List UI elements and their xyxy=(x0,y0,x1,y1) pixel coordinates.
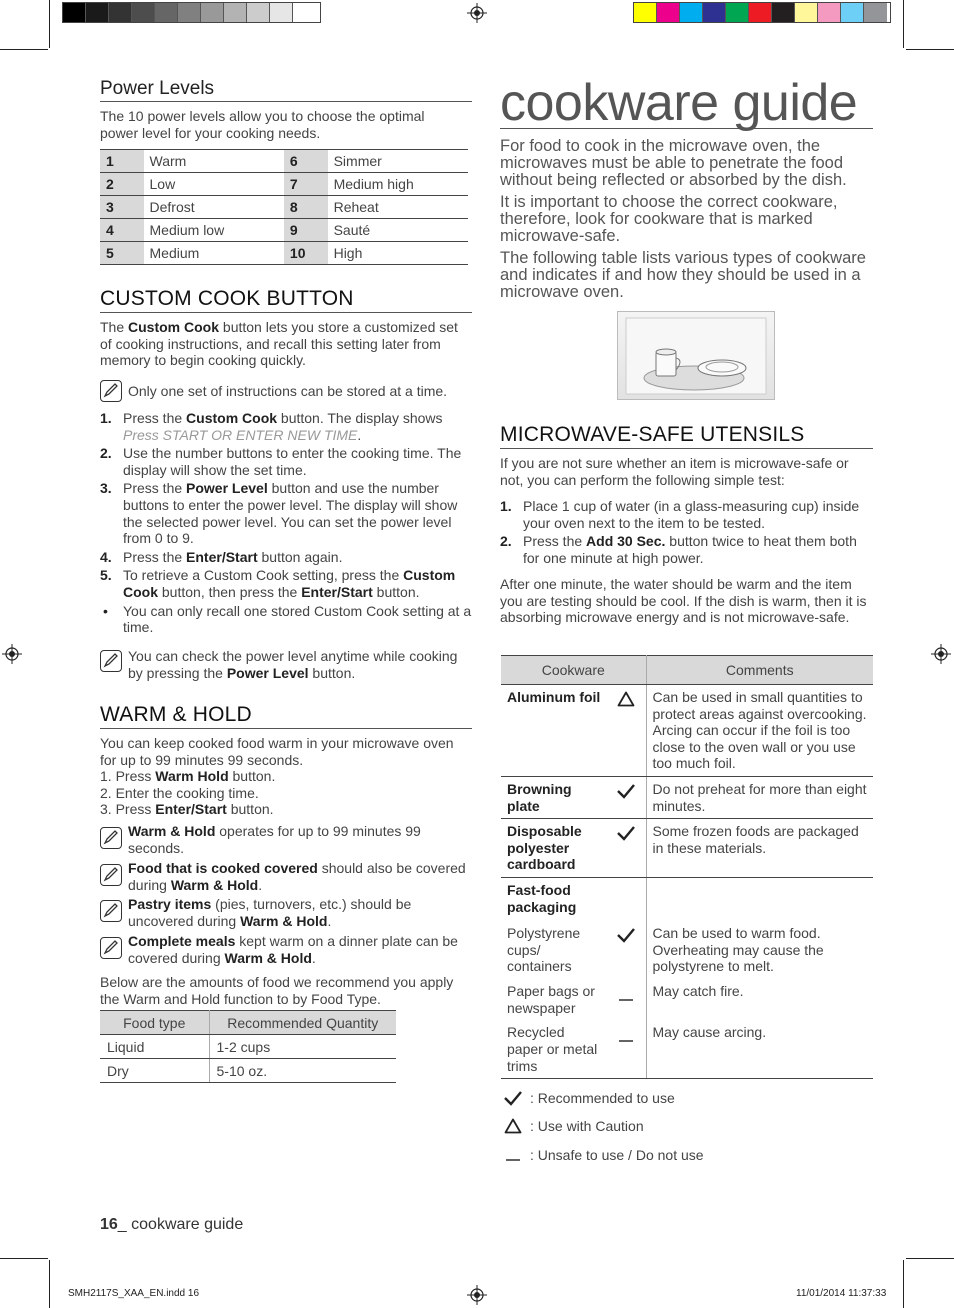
note xyxy=(100,933,472,966)
note-pencil-icon xyxy=(100,650,122,672)
swatch-cell xyxy=(795,3,818,22)
table-row xyxy=(100,196,468,219)
swatch-cell xyxy=(270,3,293,22)
step: 2. Press the Add 30 Sec. button twice to heat them both for one minute at high power. xyxy=(500,533,857,566)
color-swatch-bar xyxy=(633,2,891,23)
level-number: 8 xyxy=(284,196,328,219)
registration-mark-icon xyxy=(467,3,487,23)
column-header: Food type xyxy=(100,1011,209,1035)
level-name: Reheat xyxy=(328,196,468,219)
quantity-cell: 5-10 oz. xyxy=(209,1059,396,1083)
dash-icon xyxy=(500,1148,526,1162)
bullet-item: • You can only recall one stored Custom Cook setting at a time. xyxy=(103,602,472,636)
guide-intro: For food to cook in the microwave oven, the microwaves must be able to penetrate the food without being reflected or absorbed by the dish. It is important to choose the correct cookware, therefore, look for cookware that is marked microwave-safe. The following table lists various types of cookware and indicates if and how they should be used in a microwave oven. xyxy=(500,137,866,301)
table-row: Paper bags or newspaper May catch fire. xyxy=(501,979,873,1020)
swatch-cell xyxy=(726,3,749,22)
table-row: Aluminum foil Can be used in small quantities to protect areas against overcooking. Arcing can occur if the foil is too close to the oven wall or you use too much foil. xyxy=(501,685,873,777)
swatch-cell xyxy=(703,3,726,22)
crop-mark xyxy=(906,49,954,50)
crop-mark xyxy=(906,1258,954,1259)
dash-icon xyxy=(619,989,633,1006)
swatch-cell xyxy=(224,3,247,22)
table-row: Recycled paper or metal trims May cause arcing. xyxy=(501,1020,873,1078)
note-text: Complete meals kept warm on a dinner plate can be covered during Warm & Hold. xyxy=(128,933,458,966)
swatch-cell xyxy=(772,3,795,22)
check-icon xyxy=(616,825,636,845)
print-date: 11/01/2014 11:37:33 xyxy=(796,1288,887,1299)
swatch-cell xyxy=(657,3,680,22)
utensils-intro: If you are not sure whether an item is microwave-safe or not, you can perform the following simple test: xyxy=(500,455,849,488)
table-row: Fast-food packaging xyxy=(501,877,873,921)
caution-icon xyxy=(617,691,635,711)
level-name: Sauté xyxy=(328,219,468,242)
note xyxy=(100,860,472,893)
custom-cook-intro: The Custom Cook button lets you store a customized set of cooking instructions, and recall this setting later from memory to begin cooking quickly. xyxy=(100,319,458,369)
level-number: 3 xyxy=(100,196,144,219)
crop-mark xyxy=(903,1260,904,1308)
check-icon xyxy=(616,783,636,803)
swatch-cell xyxy=(293,3,316,22)
page-footer: 16_ cookware guide xyxy=(100,1216,244,1233)
level-number: 9 xyxy=(284,219,328,242)
level-number: 10 xyxy=(284,242,328,265)
note-text: You can check the power level anytime while cooking by pressing the Power Level button. xyxy=(128,648,458,681)
registration-mark-icon xyxy=(931,644,951,664)
dash-icon xyxy=(619,1030,633,1047)
table-row xyxy=(100,242,468,265)
level-number: 2 xyxy=(100,173,144,196)
step: 3. Press the Power Level button and use the number buttons to enter the power level. The display will show the selected power level. You can set the power level from 0 to 9. xyxy=(100,480,458,547)
step: 4. Press the Enter/Start button again. xyxy=(100,548,343,565)
note-pencil-icon xyxy=(100,900,122,922)
crop-mark xyxy=(0,1258,48,1259)
food-type-cell: Liquid xyxy=(100,1035,209,1059)
custom-cook-heading: CUSTOM COOK BUTTON xyxy=(100,287,472,313)
check-icon xyxy=(500,1090,526,1106)
power-levels-intro: The 10 power levels allow you to choose the optimal power level for your cooking needs. xyxy=(100,108,425,141)
step: 5. To retrieve a Custom Cook setting, press the Custom Cook button, then press the Enter/Start button. xyxy=(100,567,456,600)
power-levels-table xyxy=(100,149,468,265)
swatch-cell xyxy=(818,3,841,22)
swatch-cell xyxy=(109,3,132,22)
level-name: Medium low xyxy=(144,219,284,242)
note-text: Food that is cooked covered should also be covered during Warm & Hold. xyxy=(128,860,466,893)
step: 2. Use the number buttons to enter the cooking time. The display will show the set time. xyxy=(100,445,462,478)
utensils-heading: MICROWAVE-SAFE UTENSILS xyxy=(500,423,873,449)
table-row: Polystyrene cups/ containers Can be used to warm food. Overheating may cause the polystyrene to melt. xyxy=(501,921,873,979)
swatch-cell xyxy=(86,3,109,22)
legend-caution: : Use with Caution xyxy=(500,1118,644,1134)
note xyxy=(100,380,472,402)
warm-hold-below: Below are the amounts of food we recommend you apply the Warm and Hold function to by Food Type. xyxy=(100,974,454,1007)
note xyxy=(100,823,472,856)
page-title: cookware guide xyxy=(500,78,873,129)
gray-swatch-bar xyxy=(62,2,321,23)
level-name: Low xyxy=(144,173,284,196)
level-name: High xyxy=(328,242,468,265)
column-header: Cookware xyxy=(501,656,646,685)
level-name: Simmer xyxy=(328,150,468,173)
table-row: Browning plate Do not preheat for more than eight minutes. xyxy=(501,776,873,818)
crop-mark xyxy=(903,0,904,48)
note-text: Warm & Hold operates for up to 99 minutes 99 seconds. xyxy=(128,823,421,856)
custom-cook-steps xyxy=(100,410,472,638)
food-type-cell: Dry xyxy=(100,1059,209,1083)
table-row: Disposable polyester cardboard Some frozen foods are packaged in these materials. xyxy=(501,819,873,878)
warm-hold-intro: You can keep cooked food warm in your microwave oven for up to 99 minutes 99 seconds. 1. Press Warm Hold button. 2. Enter the cooking time. 3. Press Enter/Start button. xyxy=(100,735,454,818)
cookware-table xyxy=(501,655,873,1079)
level-name: Defrost xyxy=(144,196,284,219)
caution-icon xyxy=(500,1118,526,1134)
swatch-cell xyxy=(634,3,657,22)
microwave-dishes-image xyxy=(617,311,775,400)
note-text: Only one set of instructions can be stored at a time. xyxy=(128,382,448,399)
crop-mark xyxy=(49,0,50,48)
swatch-cell xyxy=(132,3,155,22)
note-pencil-icon xyxy=(100,380,122,402)
table-row xyxy=(100,150,468,173)
level-name: Warm xyxy=(144,150,284,173)
file-slug: SMH2117S_XAA_EN.indd 16 xyxy=(68,1288,200,1299)
swatch-cell xyxy=(201,3,224,22)
check-icon xyxy=(616,927,636,947)
warm-hold-heading: WARM & HOLD xyxy=(100,703,472,729)
level-number: 5 xyxy=(100,242,144,265)
swatch-cell xyxy=(841,3,864,22)
legend-recommended: : Recommended to use xyxy=(500,1090,675,1106)
step: 1. Place 1 cup of water (in a glass-measuring cup) inside your oven next to the item to be tested. xyxy=(500,498,860,531)
crop-mark xyxy=(0,49,48,50)
table-row xyxy=(100,1059,396,1083)
note xyxy=(100,648,472,681)
level-number: 6 xyxy=(284,150,328,173)
swatch-cell xyxy=(247,3,270,22)
note xyxy=(100,896,472,929)
swatch-cell xyxy=(63,3,86,22)
legend-unsafe: : Unsafe to use / Do not use xyxy=(500,1147,704,1163)
column-header: Recommended Quantity xyxy=(209,1011,396,1035)
note-pencil-icon xyxy=(100,937,122,959)
table-row xyxy=(100,173,468,196)
level-name: Medium high xyxy=(328,173,468,196)
note-text: Pastry items (pies, turnovers, etc.) should be uncovered during Warm & Hold. xyxy=(128,896,412,929)
swatch-cell xyxy=(680,3,703,22)
crop-mark xyxy=(49,1260,50,1308)
level-name: Medium xyxy=(144,242,284,265)
registration-mark-icon xyxy=(467,1285,487,1305)
swatch-cell xyxy=(749,3,772,22)
note-pencil-icon xyxy=(100,827,122,849)
utensils-after: After one minute, the water should be warm and the item you are testing should be cool. If the dish is warm, then it is absorbing microwave energy and is not microwave-safe. xyxy=(500,576,867,626)
utensils-steps xyxy=(500,498,873,568)
registration-mark-icon xyxy=(2,644,22,664)
swatch-cell xyxy=(155,3,178,22)
table-row xyxy=(100,219,468,242)
swatch-cell xyxy=(178,3,201,22)
food-type-table xyxy=(100,1010,396,1083)
note-pencil-icon xyxy=(100,864,122,886)
power-levels-heading: Power Levels xyxy=(100,78,472,102)
table-row xyxy=(100,1035,396,1059)
step: 1. Press the Custom Cook button. The display shows Press START OR ENTER NEW TIME. xyxy=(100,410,443,443)
level-number: 1 xyxy=(100,150,144,173)
level-number: 4 xyxy=(100,219,144,242)
quantity-cell: 1-2 cups xyxy=(209,1035,396,1059)
level-number: 7 xyxy=(284,173,328,196)
column-header: Comments xyxy=(646,656,873,685)
swatch-cell xyxy=(864,3,887,22)
